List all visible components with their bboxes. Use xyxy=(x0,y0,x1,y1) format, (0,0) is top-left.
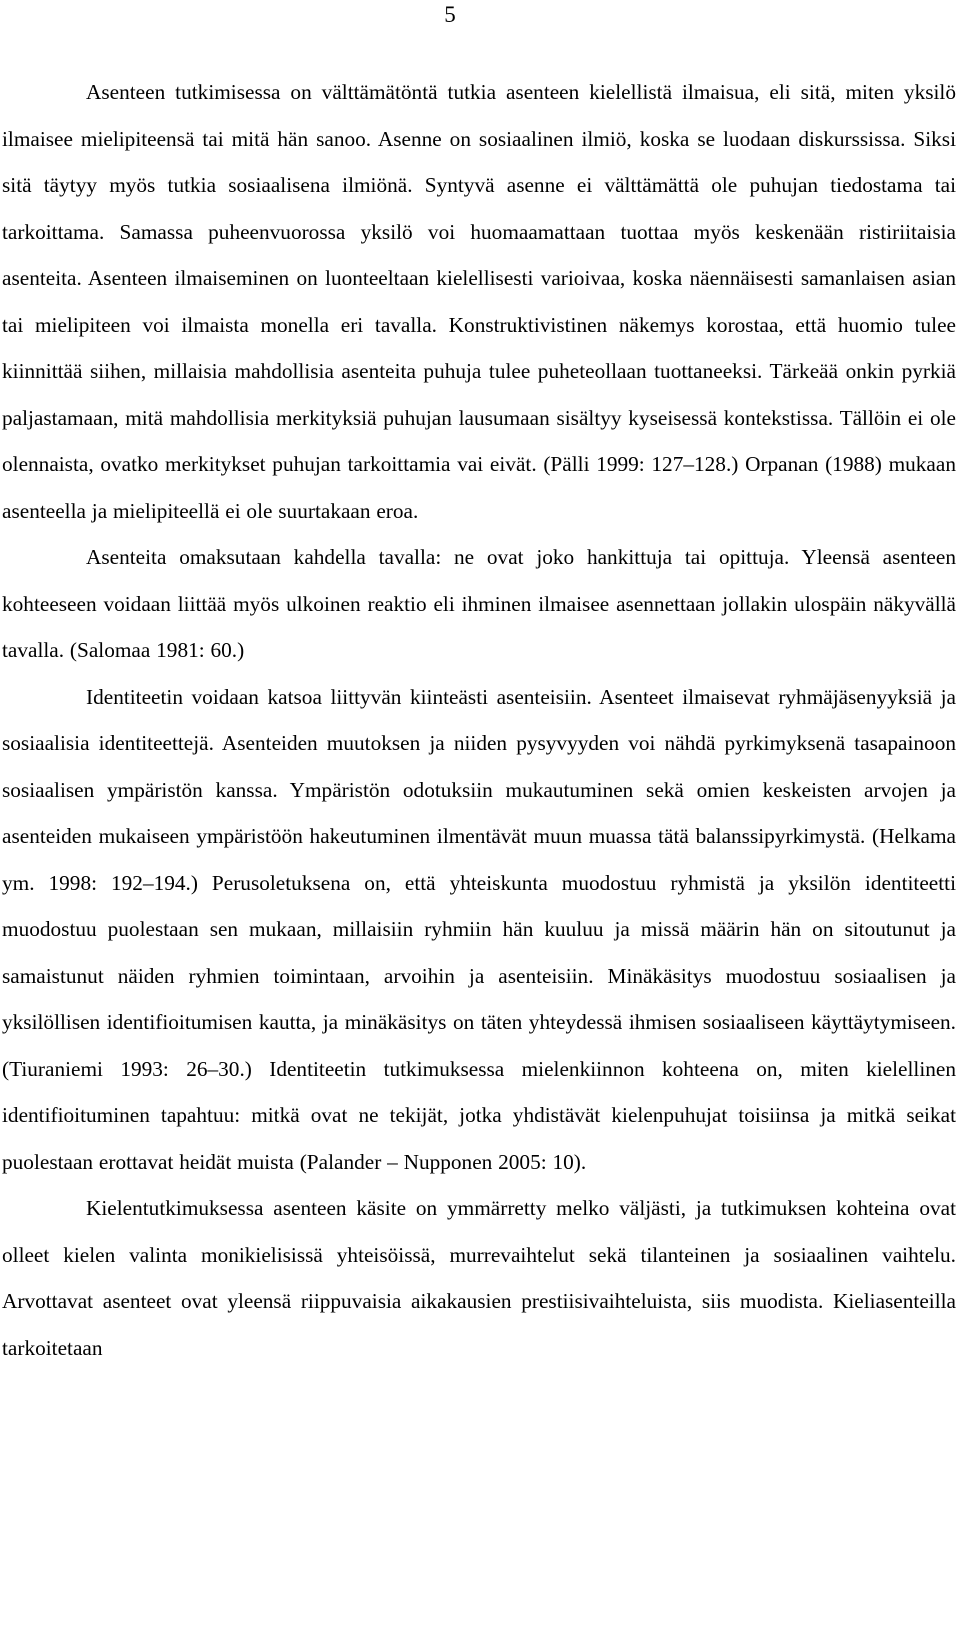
paragraph-attitude-research: Asenteen tutkimisessa on välttämätöntä tutkia asenteen kielellistä ilmaisua, eli sitä, miten yksilö ilmaisee mielipiteensä tai mitä hän sanoo. Asenne on sosiaalinen ilmiö, koska se luodaan diskurssissa. Siksi sitä täytyy myös tutkia sosiaalisena ilmiönä. Syntyvä asenne ei välttämättä ole puhujan tiedostama tai tarkoittama. Samassa puheenvuorossa yksilö voi huomaamattaan tuottaa myös keskenään ristiriitaisia asenteita. Asenteen ilmaiseminen on luonteeltaan kielellisesti varioivaa, koska näennäisesti samanlaisen asian tai mielipiteen voi ilmaista monella eri tavalla. Konstruktivistinen näkemys korostaa, että huomio tulee kiinnittää siihen, millaisia mahdollisia asenteita puhuja tulee puheteollaan tuottaneeksi. Tärkeää onkin pyrkiä paljastamaan, mitä mahdollisia merkityksiä puhujan lausumaan sisältyy kyseisessä kontekstissa. Tällöin ei ole olennaista, ovatko merkitykset puhujan tarkoittamia vai eivät. (Pälli 1999: 127–128.) Orpanan (1988) mukaan asenteella ja mielipiteellä ei ole suurtakaan eroa. xyxy=(2,80,956,523)
document-body xyxy=(2,69,956,1371)
paragraph-language-research: Kielentutkimuksessa asenteen käsite on ymmärretty melko väljästi, ja tutkimuksen kohteina ovat olleet kielen valinta monikielisissä yhteisöissä, murrevaihtelut sekä tilanteinen ja sosiaalinen vaihtelu. Arvottavat asenteet ovat yleensä riippuvaisia aikakausien prestiisivaihteluista, siis muodista. Kieliasenteilla tarkoitetaan xyxy=(2,1196,956,1360)
paragraph-identity: Identiteetin voidaan katsoa liittyvän kiinteästi asenteisiin. Asenteet ilmaisevat ryhmäjäsenyyksiä ja sosiaalisia identiteettejä. Asenteiden muutoksen ja niiden pysyvyyden voi nähdä pyrkimyksenä tasapainoon sosiaalisen ympäristön kanssa. Ympäristön odotuksiin mukautuminen sekä omien keskeisten arvojen ja asenteiden mukaiseen ympäristöön hakeutuminen ilmentävät muun muassa tätä balanssipyrkimystä. (Helkama ym. 1998: 192–194.) Perusoletuksena on, että yhteiskunta muodostuu ryhmistä ja yksilön identiteetti muodostuu puolestaan sen mukaan, millaisiin ryhmiin hän kuuluu ja missä määrin hän on sitoutunut ja samaistunut näiden ryhmien toimintaan, arvoihin ja asenteisiin. Minäkäsitys muodostuu sosiaalisen ja yksilöllisen identifioitumisen kautta, ja minäkäsitys on täten yhteydessä ihmisen sosiaaliseen käyttäytymiseen. (Tiuraniemi 1993: 26–30.) Identiteetin tutkimuksessa mielenkiinnon kohteena on, miten kielellinen identifioituminen tapahtuu: mitkä ovat ne tekijät, jotka yhdistävät kielenpuhujat toisiinsa ja mitkä seikat puolestaan erottavat heidät muista (Palander – Nupponen 2005: 10). xyxy=(2,684,956,1174)
page-number: 5 xyxy=(444,2,456,27)
paragraph-attitude-acquisition: Asenteita omaksutaan kahdella tavalla: ne ovat joko hankittuja tai opittuja. Yleensä asenteen kohteeseen voidaan liittää myös ulkoinen reaktio eli ihminen ilmaisee asennettaan jollakin ulospäin näkyvällä tavalla. (Salomaa 1981: 60.) xyxy=(2,545,956,662)
